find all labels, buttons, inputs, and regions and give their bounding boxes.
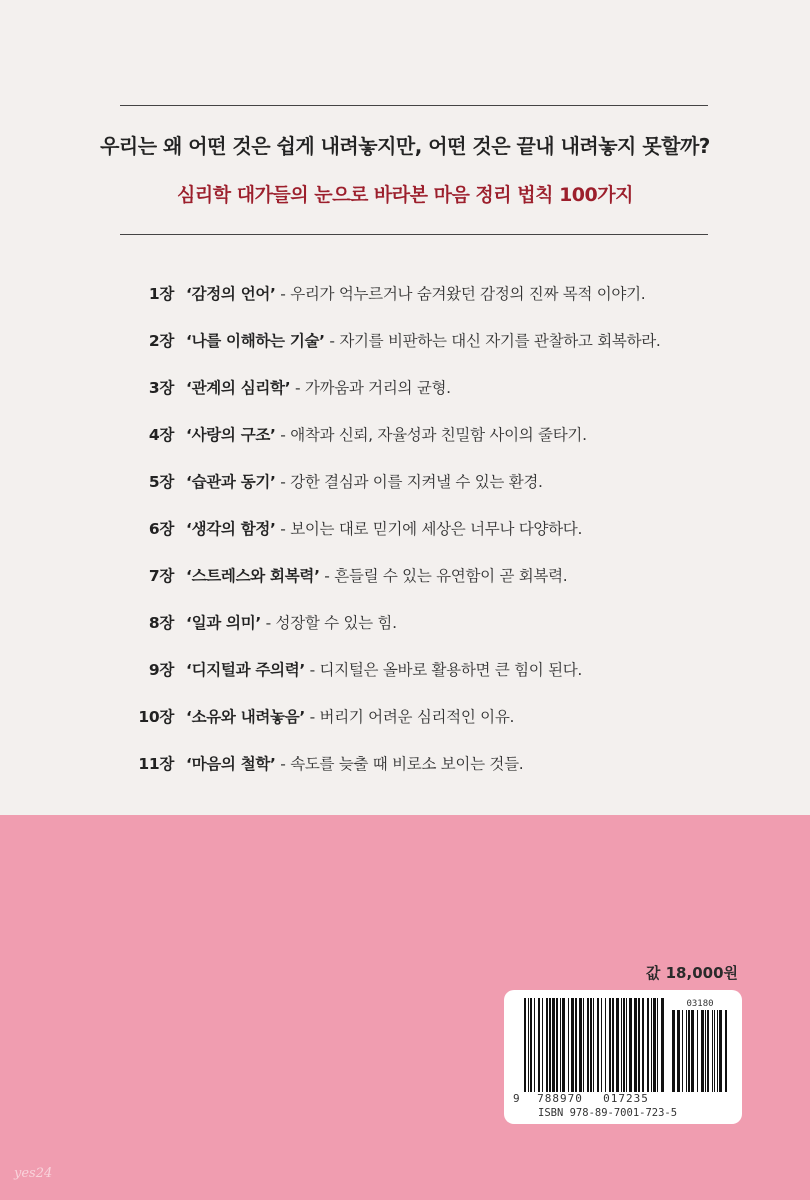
barcode-bar <box>691 1010 694 1092</box>
barcode-bar <box>587 998 589 1092</box>
bottom-divider <box>120 234 708 235</box>
chapter-text <box>186 282 645 304</box>
chapter-item <box>0 423 810 451</box>
chapter-number: 10장 <box>138 708 174 726</box>
addon-barcode-bars <box>672 1010 727 1092</box>
chapter-title: ‘스트레스와 회복력’ <box>186 567 320 585</box>
chapter-text <box>186 423 587 445</box>
chapter-item <box>0 517 810 545</box>
barcode-bar <box>653 998 656 1092</box>
chapter-item <box>0 282 810 310</box>
barcode-bar <box>560 998 561 1092</box>
chapter-title: ‘디지털과 주의력’ <box>186 661 305 679</box>
chapter-item <box>0 329 810 357</box>
top-divider <box>120 105 708 106</box>
chapter-desc: - 보이는 대로 믿기에 세상은 너무나 다양하다. <box>275 520 583 538</box>
barcode-bar <box>707 1010 709 1092</box>
barcode-bar <box>719 1010 722 1092</box>
chapter-text <box>186 611 397 633</box>
watermark-logo: yes24 <box>14 1166 53 1181</box>
chapter-text <box>186 564 567 586</box>
chapter-number: 8장 <box>148 614 174 632</box>
barcode-bar <box>616 998 619 1092</box>
chapter-desc: - 흔들릴 수 있는 유연함이 곧 회복력. <box>319 567 568 585</box>
barcode-bar <box>583 998 584 1092</box>
chapter-title: ‘소유와 내려놓음’ <box>186 708 305 726</box>
barcode-bar <box>621 998 622 1092</box>
chapter-item <box>0 658 810 686</box>
barcode-bar <box>623 998 625 1092</box>
barcode-bar <box>593 998 594 1092</box>
barcode-bar <box>717 1010 718 1092</box>
barcode-bar <box>714 1010 715 1092</box>
chapter-item <box>0 564 810 592</box>
chapter-title: ‘일과 의미’ <box>186 614 261 632</box>
headline-question: 우리는 왜 어떤 것은 쉽게 내려놓지만, 어떤 것은 끝내 내려놓지 못할까? <box>100 134 710 158</box>
chapter-text <box>186 658 582 680</box>
barcode-bar <box>590 998 592 1092</box>
chapter-title: ‘나를 이해하는 기술’ <box>186 332 325 350</box>
barcode-panel <box>504 990 742 1124</box>
chapter-desc: - 속도를 늦출 때 비로소 보이는 것들. <box>275 755 524 773</box>
ean-digits-left: 788970 <box>537 1092 583 1105</box>
ean-digits-right: 017235 <box>603 1092 649 1105</box>
barcode-bar <box>549 998 551 1092</box>
barcode-graphic <box>504 990 742 1124</box>
chapter-number: 5장 <box>148 473 174 491</box>
ean-barcode-bars <box>524 998 664 1092</box>
chapter-text <box>186 517 582 539</box>
barcode-bar <box>672 1010 675 1092</box>
barcode-bar <box>629 998 632 1092</box>
chapter-desc: - 버리기 어려운 심리적인 이유. <box>304 708 515 726</box>
barcode-bar <box>546 998 548 1092</box>
chapter-item <box>0 752 810 780</box>
chapter-title: ‘생각의 함정’ <box>186 520 276 538</box>
barcode-bar <box>597 998 599 1092</box>
barcode-bar <box>612 998 614 1092</box>
barcode-bar <box>609 998 611 1092</box>
chapter-desc: - 가까움과 거리의 균형. <box>290 379 451 397</box>
barcode-bar <box>634 998 637 1092</box>
chapter-item <box>0 705 810 733</box>
isbn-label: ISBN 978-89-7001-723-5 <box>538 1107 678 1119</box>
chapter-number: 1장 <box>148 285 174 303</box>
headline-subtitle: 심리학 대가들의 눈으로 바라본 마음 정리 법칙 100가지 <box>177 184 633 206</box>
barcode-bar <box>605 998 606 1092</box>
chapter-title: ‘습관과 동기’ <box>186 473 276 491</box>
barcode-bar <box>677 1010 680 1092</box>
barcode-bar <box>686 1010 687 1092</box>
barcode-bar <box>688 1010 690 1092</box>
barcode-bar <box>626 998 627 1092</box>
barcode-bar <box>697 1010 698 1092</box>
price-label: 값 18,000원 <box>645 964 738 982</box>
barcode-bar <box>638 998 640 1092</box>
barcode-bar <box>601 998 602 1092</box>
barcode-bar <box>657 998 658 1092</box>
barcode-bar <box>651 998 652 1092</box>
chapter-text <box>186 376 451 398</box>
chapter-number: 3장 <box>148 379 174 397</box>
barcode-bar <box>530 998 532 1092</box>
barcode-bar <box>542 998 543 1092</box>
chapter-desc: - 우리가 억누르거나 숨겨왔던 감정의 진짜 목적 이야기. <box>275 285 646 303</box>
chapter-number: 6장 <box>148 520 174 538</box>
barcode-bar <box>528 998 529 1092</box>
chapter-title: ‘사랑의 구조’ <box>186 426 276 444</box>
chapter-number: 11장 <box>138 755 174 773</box>
barcode-bar <box>575 998 577 1092</box>
barcode-bar <box>534 998 535 1092</box>
ean-digit-lead: 9 <box>513 1092 520 1105</box>
chapter-desc: - 자기를 비판하는 대신 자기를 관찰하고 회복하라. <box>324 332 661 350</box>
barcode-bar <box>661 998 664 1092</box>
barcode-bar <box>524 998 526 1092</box>
chapter-title: ‘관계의 심리학’ <box>186 379 291 397</box>
barcode-bar <box>647 998 649 1092</box>
chapter-number: 9장 <box>148 661 174 679</box>
chapter-item <box>0 611 810 639</box>
chapter-text <box>186 705 514 727</box>
barcode-bar <box>682 1010 683 1092</box>
chapter-number: 7장 <box>148 567 174 585</box>
barcode-bar <box>712 1010 713 1092</box>
barcode-bar <box>705 1010 706 1092</box>
chapter-desc: - 디지털은 올바로 활용하면 큰 힘이 된다. <box>304 661 583 679</box>
chapter-number: 4장 <box>148 426 174 444</box>
barcode-bar <box>571 998 574 1092</box>
chapter-item <box>0 376 810 404</box>
chapter-desc: - 강한 결심과 이를 지켜낼 수 있는 환경. <box>275 473 543 491</box>
barcode-bar <box>579 998 582 1092</box>
chapter-title: ‘마음의 철학’ <box>186 755 276 773</box>
barcode-bar <box>568 998 569 1092</box>
chapter-title: ‘감정의 언어’ <box>186 285 276 303</box>
chapter-text <box>186 752 523 774</box>
addon-digits: 03180 <box>686 999 714 1009</box>
chapter-number: 2장 <box>148 332 174 350</box>
chapter-desc: - 성장할 수 있는 힘. <box>260 614 397 632</box>
barcode-bar <box>701 1010 704 1092</box>
barcode-bar <box>642 998 644 1092</box>
barcode-bar <box>552 998 555 1092</box>
barcode-bar <box>538 998 540 1092</box>
chapter-text <box>186 329 661 351</box>
chapter-desc: - 애착과 신뢰, 자율성과 친밀함 사이의 줄타기. <box>275 426 587 444</box>
chapter-item <box>0 470 810 498</box>
barcode-bar <box>725 1010 727 1092</box>
chapter-text <box>186 470 543 492</box>
barcode-bar <box>562 998 565 1092</box>
barcode-bar <box>556 998 558 1092</box>
